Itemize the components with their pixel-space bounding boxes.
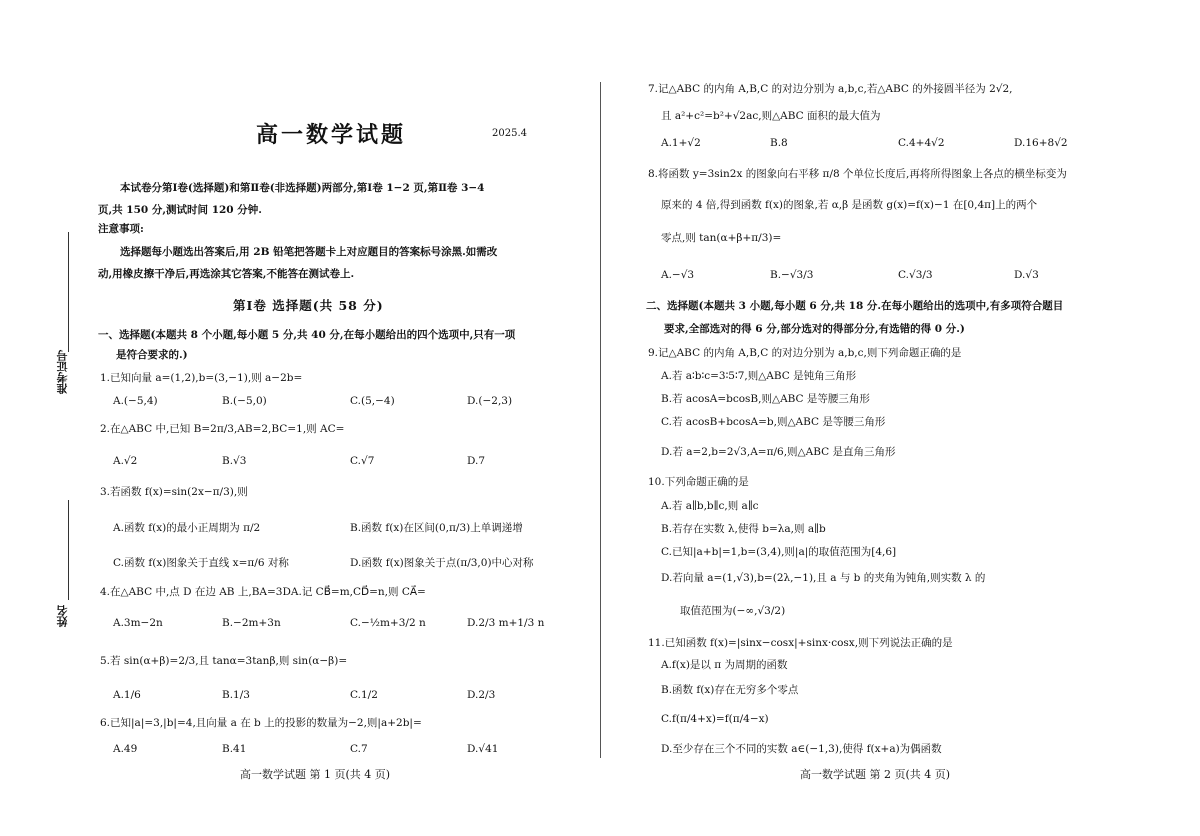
question-6: 6.已知|a|=3,|b|=4,且向量 a 在 b 上的投影的数量为−2,则|a+2b|= <box>100 717 422 729</box>
q4-option-c: C.−½m+3/2 n <box>350 617 426 629</box>
notice-line-1: 选择题每小题选出答案后,用 2B 铅笔把答题卡上对应题目的答案标号涂黑.如需改 <box>120 246 498 258</box>
question-7-line-1: 7.记△ABC 的内角 A,B,C 的对边分别为 a,b,c,若△ABC 的外接圆半径为 2√2, <box>648 83 1013 95</box>
q4-option-a: A.3m−2n <box>113 617 163 629</box>
exam-date: 2025.4 <box>492 128 527 139</box>
q3-option-d: D.函数 f(x)图象关于点(π/3,0)中心对称 <box>350 557 534 569</box>
q4-option-d: D.2/3 m+1/3 n <box>467 617 545 629</box>
left-page-footer: 高一数学试题 第 1 页(共 4 页) <box>240 768 391 781</box>
q2-option-a: A.√2 <box>113 455 138 467</box>
q1-option-d: D.(−2,3) <box>467 395 513 407</box>
exam-number-label: 准考证号 <box>56 350 69 394</box>
side-line-top <box>68 232 69 352</box>
section-two-line-1: 二、选择题(本题共 3 小题,每小题 6 分,共 18 分.在每小题给出的选项中,有多项符合题目 <box>646 300 1064 312</box>
q9-option-c: C.若 acosB+bcosA=b,则△ABC 是等腰三角形 <box>661 416 886 428</box>
q10-option-b: B.若存在实数 λ,使得 b=λa,则 a∥b <box>661 523 826 535</box>
q10-option-c: C.已知|a+b|=1,b=(3,4),则|a|的取值范围为[4,6] <box>661 546 897 558</box>
q5-option-b: B.1/3 <box>222 689 250 701</box>
q11-option-c: C.f(π/4+x)=f(π/4−x) <box>661 713 769 725</box>
part-one-heading: 第Ⅰ卷 选择题(共 58 分) <box>233 298 384 313</box>
question-9: 9.记△ABC 的内角 A,B,C 的对边分别为 a,b,c,则下列命题正确的是 <box>648 347 962 359</box>
q11-option-d: D.至少存在三个不同的实数 a∈(−1,3),使得 f(x+a)为偶函数 <box>661 743 942 755</box>
section-one-line-1: 一、选择题(本题共 8 个小题,每小题 5 分,共 40 分,在每小题给出的四个选项中,只有一项 <box>98 329 516 341</box>
q2-option-d: D.7 <box>467 455 486 467</box>
q10-option-d-continued: 取值范围为(−∞,√3/2) <box>680 605 786 617</box>
question-8-line-1: 8.将函数 y=3sin2x 的图象向右平移 π/8 个单位长度后,再将所得图象上各点的横坐标变为 <box>648 168 1067 180</box>
q11-option-a: A.f(x)是以 π 为周期的函数 <box>661 659 788 671</box>
question-7-line-2: 且 a²+c²=b²+√2ac,则△ABC 面积的最大值为 <box>661 110 881 122</box>
q8-option-a: A.−√3 <box>661 269 695 281</box>
question-10: 10.下列命题正确的是 <box>648 476 749 488</box>
q3-option-a: A.函数 f(x)的最小正周期为 π/2 <box>113 522 261 534</box>
q6-option-c: C.7 <box>350 743 368 755</box>
q1-option-b: B.(−5,0) <box>222 395 267 407</box>
notice-line-2: 动,用橡皮擦干净后,再选涂其它答案,不能答在测试卷上. <box>98 268 355 280</box>
q8-option-b: B.−√3/3 <box>770 269 814 281</box>
q11-option-b: B.函数 f(x)存在无穷多个零点 <box>661 684 799 696</box>
question-4: 4.在△ABC 中,点 D 在边 AB 上,BA=3DA.记 CB⃗=m,CD⃗=n,则 CA⃗= <box>100 586 426 598</box>
q6-option-d: D.√41 <box>467 743 499 755</box>
q2-option-b: B.√3 <box>222 455 247 467</box>
q5-option-d: D.2/3 <box>467 689 496 701</box>
intro-line-1: 本试卷分第Ⅰ卷(选择题)和第Ⅱ卷(非选择题)两部分,第Ⅰ卷 1−2 页,第Ⅱ卷 3−4 <box>120 182 485 194</box>
q6-option-b: B.41 <box>222 743 247 755</box>
section-two-line-2: 要求,全部选对的得 6 分,部分选对的得部分分,有选错的得 0 分.) <box>664 323 965 335</box>
question-8-line-2: 原来的 4 倍,得到函数 f(x)的图象,若 α,β 是函数 g(x)=f(x)−1 在[0,4π]上的两个 <box>661 199 1038 211</box>
q1-option-a: A.(−5,4) <box>113 395 158 407</box>
q7-option-c: C.4+4√2 <box>898 137 945 149</box>
question-5: 5.若 sin(α+β)=2/3,且 tanα=3tanβ,则 sin(α−β)= <box>100 655 348 667</box>
q7-option-a: A.1+√2 <box>661 137 701 149</box>
q9-option-b: B.若 acosA=bcosB,则△ABC 是等腰三角形 <box>661 393 870 405</box>
page-title: 高一数学试题 <box>256 122 407 148</box>
q3-option-b: B.函数 f(x)在区间(0,π/3)上单调递增 <box>350 522 523 534</box>
q10-option-d: D.若向量 a=(1,√3),b=(2λ,−1),且 a 与 b 的夹角为钝角,则实数 λ 的 <box>661 572 986 584</box>
side-line-bottom <box>68 500 69 600</box>
question-2: 2.在△ABC 中,已知 B=2π/3,AB=2,BC=1,则 AC= <box>100 423 345 435</box>
q8-option-d: D.√3 <box>1014 269 1039 281</box>
q5-option-a: A.1/6 <box>113 689 141 701</box>
intro-line-2: 页,共 150 分,测试时间 120 分钟. <box>98 204 262 216</box>
q9-option-a: A.若 a∶b∶c=3∶5∶7,则△ABC 是钝角三角形 <box>661 370 857 382</box>
question-8-line-3: 零点,则 tan(α+β+π/3)= <box>661 232 782 244</box>
notice-title: 注意事项: <box>98 223 144 235</box>
q9-option-d: D.若 a=2,b=2√3,A=π/6,则△ABC 是直角三角形 <box>661 446 896 458</box>
q7-option-b: B.8 <box>770 137 788 149</box>
q1-option-c: C.(5,−4) <box>350 395 395 407</box>
q4-option-b: B.−2m+3n <box>222 617 281 629</box>
question-3: 3.若函数 f(x)=sin(2x−π/3),则 <box>100 486 248 498</box>
q3-option-c: C.函数 f(x)图象关于直线 x=π/6 对称 <box>113 557 289 569</box>
q5-option-c: C.1/2 <box>350 689 378 701</box>
name-label: 姓名 <box>56 605 69 627</box>
q7-option-d: D.16+8√2 <box>1014 137 1068 149</box>
q2-option-c: C.√7 <box>350 455 375 467</box>
q6-option-a: A.49 <box>113 743 138 755</box>
right-page-footer: 高一数学试题 第 2 页(共 4 页) <box>800 768 951 781</box>
section-one-line-2: 是符合要求的.) <box>116 349 188 361</box>
page-divider <box>600 82 601 758</box>
question-11: 11.已知函数 f(x)=|sinx−cosx|+sinx·cosx,则下列说法正确的是 <box>648 637 953 649</box>
q10-option-a: A.若 a∥b,b∥c,则 a∥c <box>661 500 759 512</box>
q8-option-c: C.√3/3 <box>898 269 933 281</box>
question-1: 1.已知向量 a=(1,2),b=(3,−1),则 a−2b= <box>100 372 303 384</box>
